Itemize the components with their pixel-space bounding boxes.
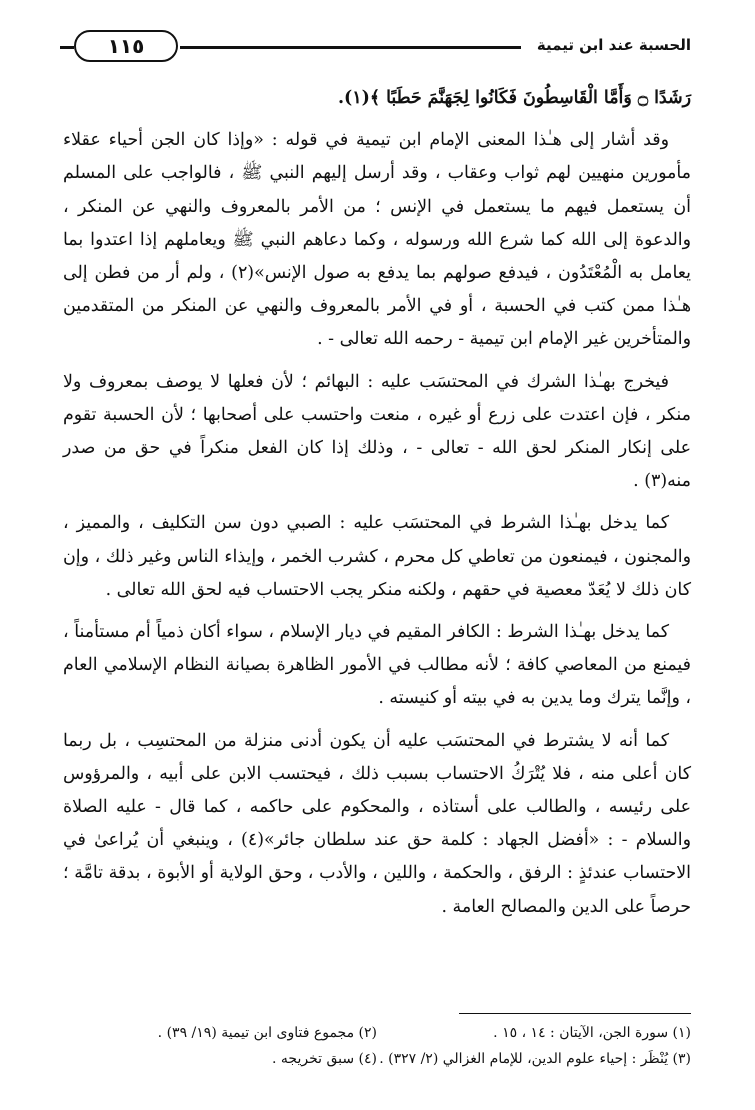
paragraph-children: كما يدخل بهـٰذا الشرط في المحتسَب عليه : الصبي دون سن التكليف ، والمميز ، والمجنون ، فيمنعون من تعاطي كل محرم ، كشرب الخمر ، وإيذاء الناس وغير ذلك ، وإن كان ذلك لا يُعَدّ معصية في حقهم ، ولكنه منكر يجب الاحتساب فيه لحق الله تعالى . — [63, 513, 691, 600]
body-text — [63, 82, 691, 933]
paragraph-non-muslims: كما يدخل بهـٰذا الشرط : الكافر المقيم في ديار الإسلام ، سواء أكان ذمياً أم مستأمناً ، فيمنع من المعاصي كافة ؛ لأنه مطالب في الأمور الظاهرة بصيانة النظام الإسلامي العام ، وإنَّما يترك وما يدين به في بيته أو كنيسته . — [63, 622, 691, 709]
footnotes — [63, 1020, 691, 1072]
page-header — [60, 30, 691, 64]
paragraph-rank: كما أنه لا يشترط في المحتسَب عليه أن يكون أدنى منزلة من المحتسِب ، بل ربما كان أعلى منه ، فلا يُتْرَكُ الاحتساب بسبب ذلك ، فيحتسب الابن على أبيه ، والمرؤوس على رئيسه ، والطالب على أستاذه ، والمحكوم على حاكمه ، كما قال - عليه الصلاة والسلام - : «أفضل الجهاد : كلمة حق عند سلطان جائر»(٤) ، وينبغي أن يُراعىٰ في الاحتساب عندئذٍ : الرفق ، والحكمة ، واللين ، والأدب ، وحق الولاية أو الأبوة ، بدقة تامَّة ؛ حرصاً على الدين والمصالح العامة . — [63, 730, 691, 917]
page-number: ١١٥ — [107, 34, 145, 58]
header-rule — [180, 46, 521, 49]
footnote-row — [63, 1046, 691, 1072]
footnote-3: (٣) يُنْظَر : إحياء علوم الدين، للإمام الغزالي (٢/ ٣٢٧) . — [379, 1051, 691, 1067]
running-title: الحسبة عند ابن تيمية — [536, 36, 691, 54]
footnote-2: (٢) مجموع فتاوى ابن تيمية (١٩/ ٣٩) . — [157, 1025, 377, 1041]
footnote-row — [63, 1020, 691, 1046]
footnote-separator — [459, 1013, 691, 1014]
paragraph-animals: فيخرج بهـٰذا الشرك في المحتسَب عليه : البهائم ؛ لأن فعلها لا يوصف بمعروف ولا منكر ، فإن اعتدت على زرع أو غيره ، منعت واحتسب على أصحابها ؛ لأن الحسبة تقوم على إنكار المنكر لحق الله - تعالى - ، وذلك إذا كان الفعل منكراً في حق من صدر منه(٣) . — [63, 371, 691, 492]
header-rule-end — [60, 46, 74, 49]
quran-verse-line: رَشَدًا ۝ وَأَمَّا الْقَاسِطُونَ فَكَانُوا لِجَهَنَّمَ حَطَبًا ﴾(١). — [337, 88, 691, 108]
footnote-1: (١) سورة الجن، الآيتان : ١٤ ، ١٥ . — [493, 1025, 691, 1041]
footnote-4: (٤) سبق تخريجه . — [272, 1051, 377, 1067]
paragraph-jinn: وقد أشار إلى هـٰذا المعنى الإمام ابن تيمية في قوله : «وإذا كان الجن أحياء عقلاء مأمورين منهيين لهم ثواب وعقاب ، وقد أرسل إليهم النبي ﷺ ، فالواجب على المسلم أن يستعمل فيهم ما يستعمل في الإنس ؛ من الأمر بالمعروف والنهي عن المنكر ، والدعوة إلى الله كما شرع الله ورسوله ، وكما دعاهم النبي ﷺ ويعاملهم إذا اعتدوا بما يعامل به الْمُعْتَدُون ، فيدفع صولهم بما يدفع به صول الإنس»(٢) ، ولم أر من فطن إلى هـٰذا ممن كتب في الحسبة ، أو في الأمر بالمعروف والنهي عن المنكر من المتقدمين والمتأخرين غير الإمام ابن تيمية - رحمه الله تعالى - . — [63, 130, 691, 350]
page-number-frame — [74, 30, 178, 62]
